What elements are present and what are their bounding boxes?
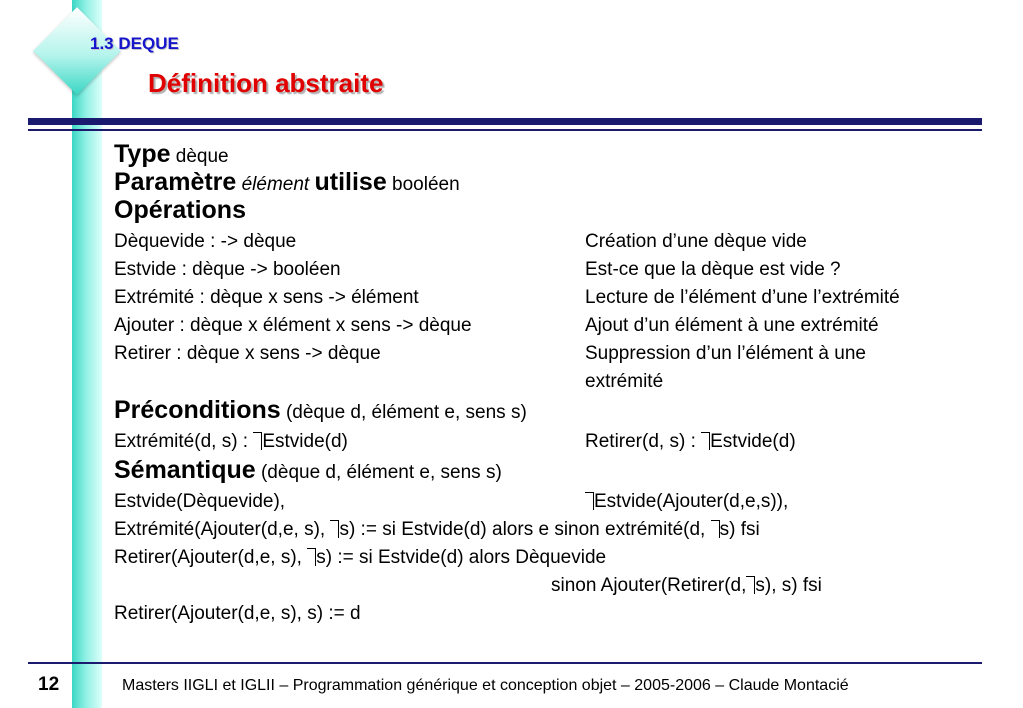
precondition-right	[585, 428, 796, 456]
operation-description: Création d’une dèque vide	[585, 231, 807, 252]
operation-row	[114, 256, 994, 284]
operation-row	[114, 228, 994, 256]
uses-keyword: utilise	[314, 168, 387, 196]
precondition-row	[114, 428, 994, 456]
preconditions-heading-line	[114, 396, 994, 428]
operation-signature: Dèquevide : -> dèque	[114, 231, 297, 252]
negation-icon	[307, 548, 316, 566]
axiom-not-estvide-text: Estvide(Ajouter(d,e,s)),	[594, 491, 789, 512]
axiom-line	[114, 600, 994, 628]
precondition-left	[114, 431, 348, 452]
precondition-right-lhs: Retirer(d, s) :	[585, 431, 702, 452]
type-line	[114, 140, 994, 168]
section-heading: 1.3 DEQUE	[90, 34, 179, 53]
operations-heading: Opérations	[114, 196, 246, 224]
operation-signature: Extrémité : dèque x sens -> élément	[114, 287, 419, 308]
axiom-line	[114, 544, 994, 572]
precondition-right-rhs: Estvide(d)	[710, 431, 796, 452]
negation-icon	[711, 520, 720, 538]
sidebar-band	[72, 0, 102, 708]
operation-row	[114, 284, 994, 312]
operation-signature: Estvide : dèque -> booléen	[114, 259, 341, 280]
operation-row	[114, 312, 994, 340]
axiom-retirer-else	[551, 572, 822, 600]
axiom-retirer-part1: Retirer(Ajouter(d,e, s),	[114, 547, 308, 568]
slide-title: Définition abstraite	[148, 68, 384, 98]
footer-rule	[28, 662, 982, 664]
axiom-not-estvide	[585, 488, 788, 516]
header-rule-thin	[28, 129, 982, 131]
operation-signature: Retirer : dèque x sens -> dèque	[114, 343, 381, 364]
operation-description: Ajout d’un élément à une extrémité	[585, 315, 879, 336]
semantics-heading-line	[114, 456, 994, 488]
negation-icon	[701, 432, 710, 450]
type-keyword: Type	[114, 140, 171, 168]
axiom-line	[114, 572, 994, 600]
axiom-extremite-part2: s) := si Estvide(d) alors e sinon extrémité(d,	[339, 519, 711, 540]
operation-description: Est-ce que la dèque est vide ?	[585, 259, 841, 280]
axiom-extremite-part3: s) fsi	[719, 519, 760, 540]
operation-description: Suppression d’un l’élément à une	[585, 343, 866, 364]
axiom-retirer-same-side: Retirer(Ajouter(d,e, s), s) := d	[114, 603, 361, 624]
axiom-retirer-else-part1: sinon Ajouter(Retirer(d,	[551, 575, 747, 596]
param-keyword: Paramètre	[114, 168, 237, 196]
operation-description: Lecture de l’élément d’une l’extrémité	[585, 287, 900, 308]
preconditions-heading: Préconditions	[114, 396, 281, 424]
uses-value: booléen	[392, 174, 460, 195]
negation-icon	[253, 432, 262, 450]
semantics-heading: Sémantique	[114, 456, 256, 484]
axiom-line	[114, 488, 994, 516]
axiom-estvide-empty: Estvide(Dèquevide),	[114, 491, 286, 512]
operation-row-continuation	[114, 368, 994, 396]
operation-description-continued: extrémité	[585, 371, 664, 392]
negation-icon	[585, 492, 594, 510]
axiom-extremite-part1: Extrémité(Ajouter(d,e, s),	[114, 519, 331, 540]
param-name: élément	[241, 174, 310, 195]
header-rule-thick	[28, 118, 982, 125]
page-number: 12	[38, 674, 60, 695]
axiom-line	[114, 516, 994, 544]
param-line	[114, 168, 994, 196]
precondition-left-rhs: Estvide(d)	[262, 431, 348, 452]
axiom-retirer-part2: s) := si Estvide(d) alors Dèquevide	[316, 547, 607, 568]
operation-signature: Ajouter : dèque x élément x sens -> dèque	[114, 315, 472, 336]
type-value: dèque	[175, 146, 229, 167]
axiom-retirer-else-part2: s), s) fsi	[755, 575, 822, 596]
precondition-left-lhs: Extrémité(d, s) :	[114, 431, 254, 452]
operation-row	[114, 340, 994, 368]
preconditions-vars: (dèque d, élément e, sens s)	[285, 402, 527, 423]
operations-heading-line	[114, 196, 994, 228]
slide-body	[114, 140, 994, 628]
semantics-vars: (dèque d, élément e, sens s)	[260, 462, 502, 483]
footer-text: Masters IIGLI et IGLII – Programmation générique et conception objet – 2005-2006 – Claude Montacié	[122, 677, 849, 694]
